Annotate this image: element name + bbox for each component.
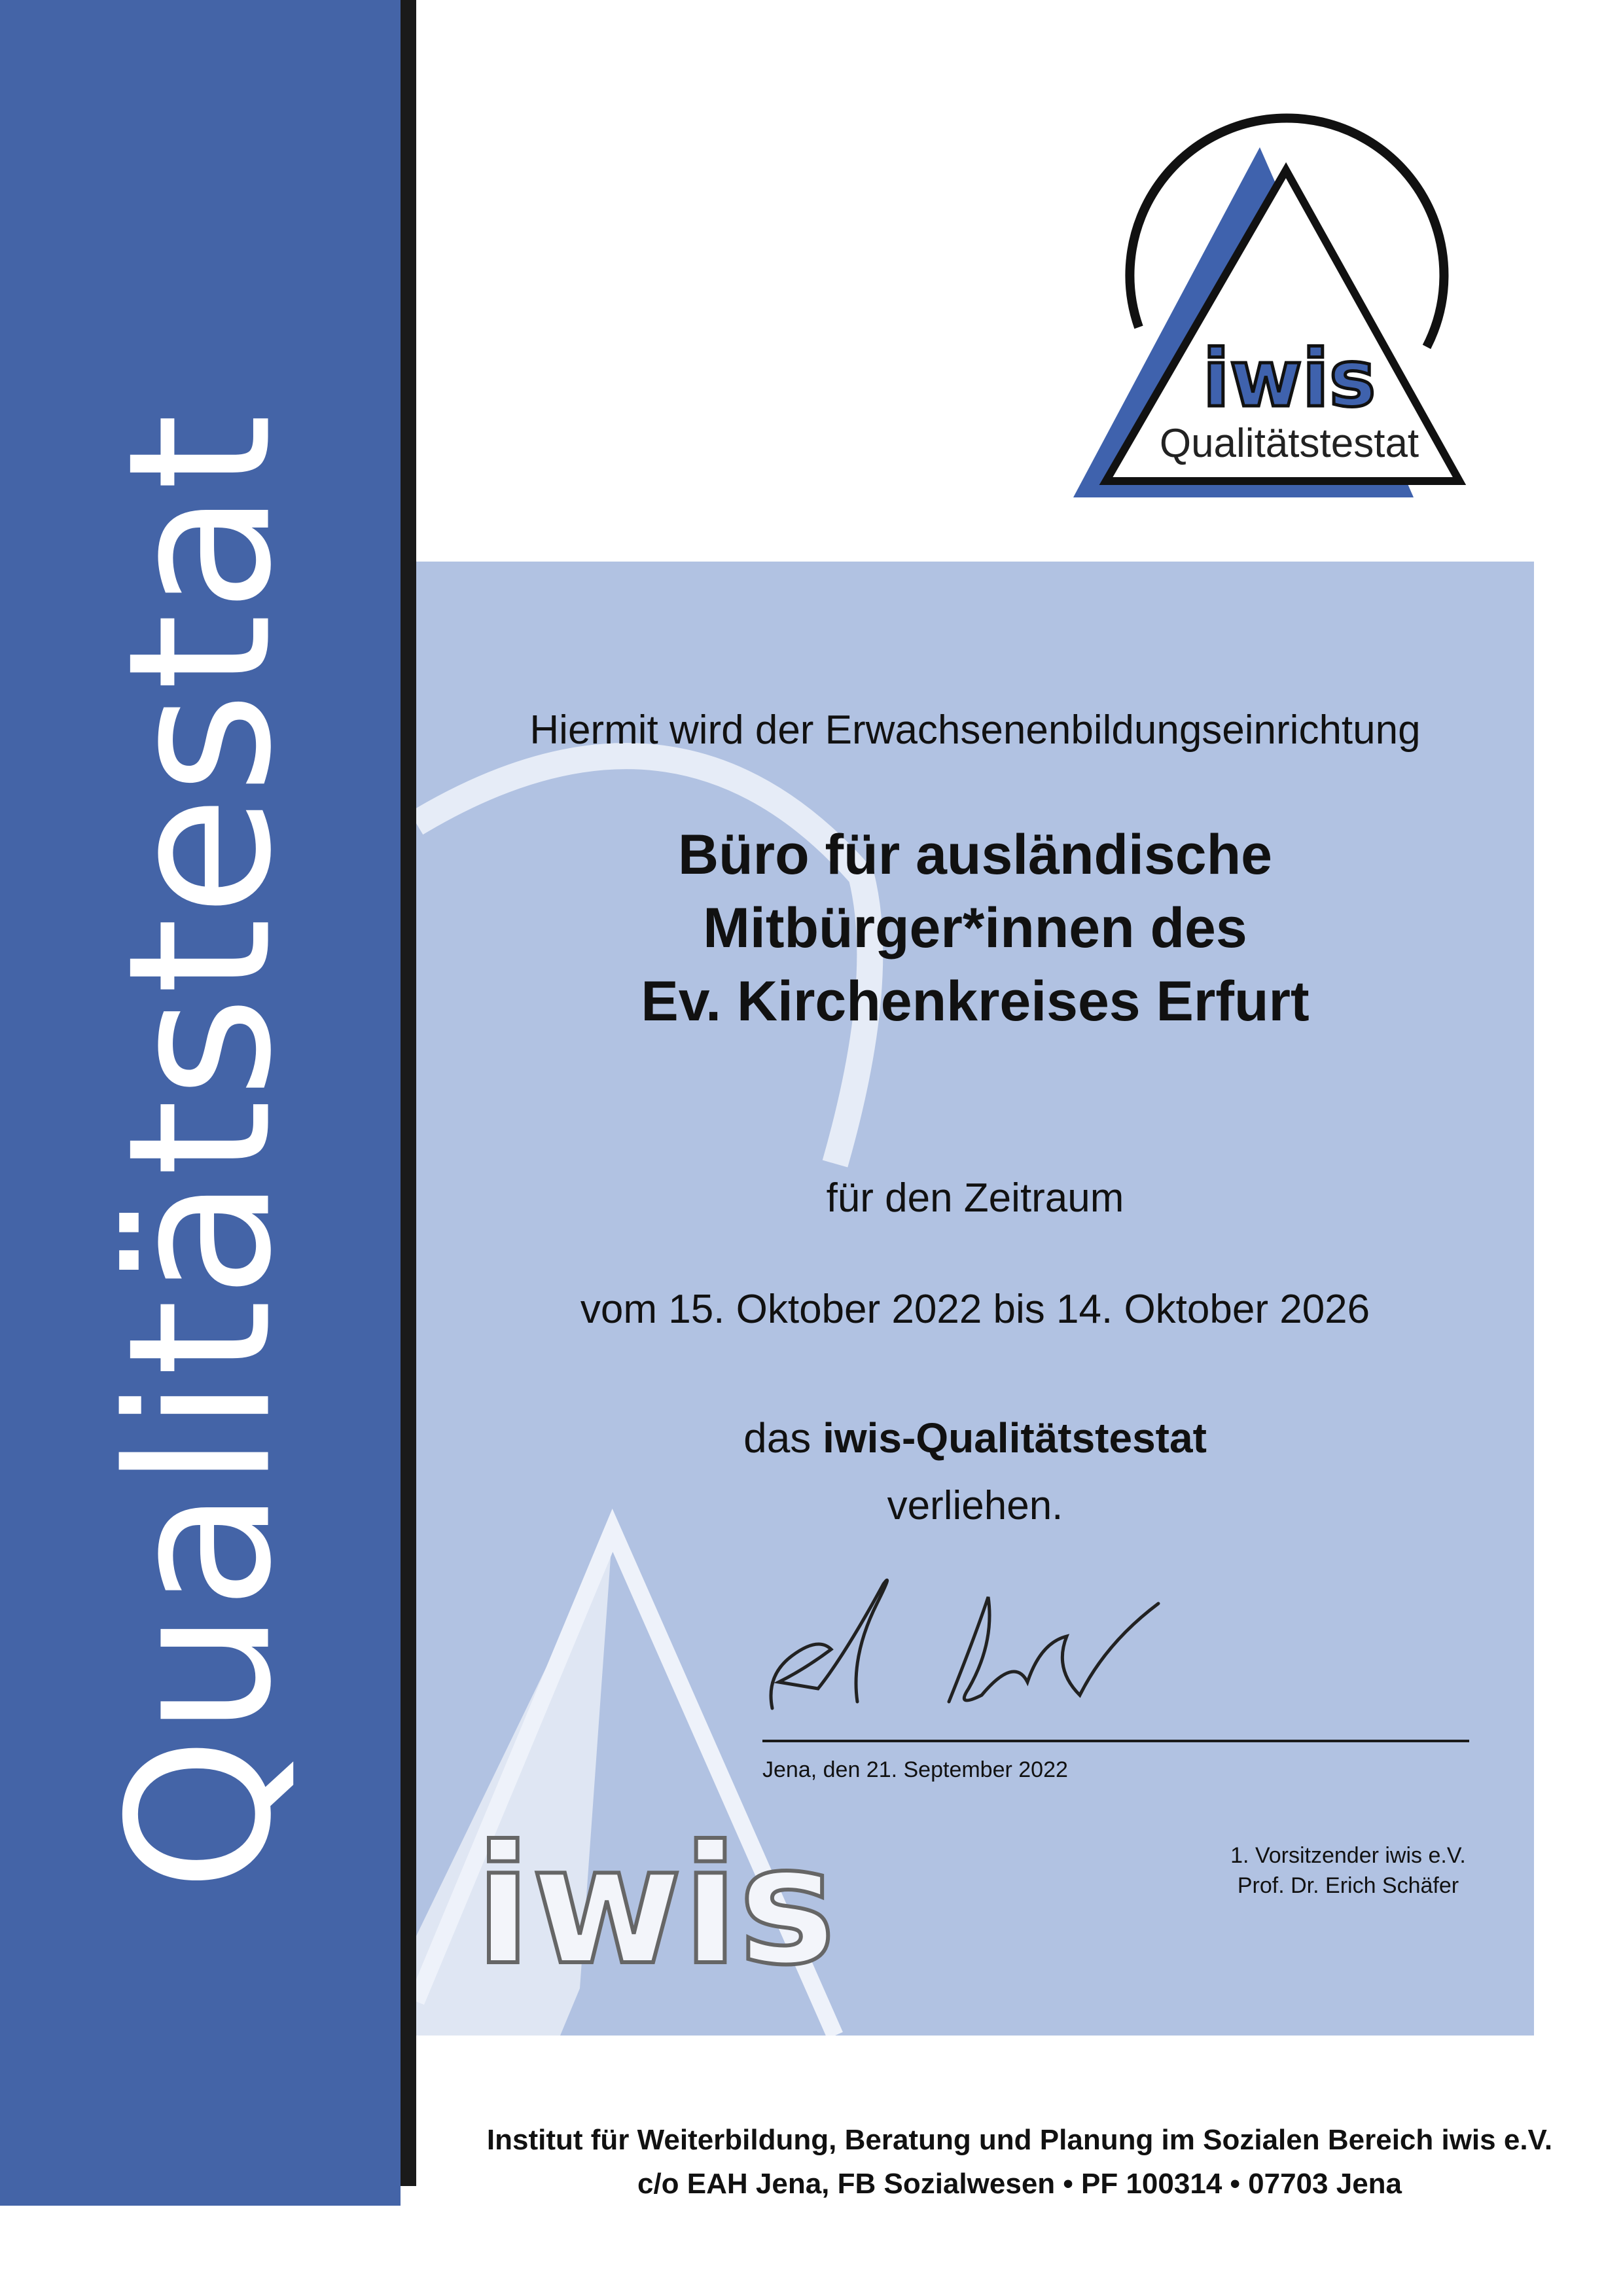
intro-text: Hiermit wird der Erwachsenenbildungseinrichtung bbox=[529, 708, 1421, 753]
handwritten-signature bbox=[753, 1545, 1224, 1728]
organization-line-3: Ev. Kirchenkreises Erfurt bbox=[641, 970, 1310, 1033]
iwis-logo bbox=[1060, 72, 1479, 517]
signer-block bbox=[1178, 1840, 1518, 1901]
signer-name: Prof. Dr. Erich Schäfer bbox=[1237, 1873, 1459, 1898]
award-verb: verliehen. bbox=[887, 1483, 1063, 1528]
award-name: iwis-Qualitätstestat bbox=[823, 1414, 1207, 1462]
organization-name bbox=[416, 818, 1534, 1038]
sidebar-band bbox=[0, 0, 401, 2206]
logo-brand: iwis bbox=[1202, 334, 1376, 425]
signer-role: 1. Vorsitzender iwis e.V. bbox=[1230, 1843, 1466, 1868]
footer-institute: Institut für Weiterbildung, Beratung und Planung im Sozialen Bereich iwis e.V. bbox=[486, 2124, 1553, 2156]
footer-address: c/o EAH Jena, FB Sozialwesen • PF 100314 • 07703 Jena bbox=[637, 2168, 1402, 2200]
signature-stroke-2-icon bbox=[949, 1597, 1158, 1702]
signature-line bbox=[762, 1740, 1469, 1742]
logo-label: Qualitätstestat bbox=[1159, 421, 1419, 466]
watermark-brand: iwis bbox=[475, 1810, 836, 2001]
vertical-title: Qualitätstestat bbox=[86, 412, 315, 1892]
organization-line-2: Mitbürger*innen des bbox=[703, 897, 1247, 960]
award-line bbox=[416, 1414, 1534, 1462]
organization-line-1: Büro für ausländische bbox=[678, 823, 1272, 886]
award-prefix: das bbox=[743, 1414, 823, 1462]
sidebar-edge bbox=[401, 0, 416, 2186]
period-dates: vom 15. Oktober 2022 bis 14. Oktober 2026 bbox=[580, 1287, 1370, 1332]
place-date: Jena, den 21. September 2022 bbox=[762, 1757, 1068, 1782]
period-label: für den Zeitraum bbox=[826, 1175, 1124, 1221]
signature-stroke-1-icon bbox=[771, 1580, 887, 1708]
